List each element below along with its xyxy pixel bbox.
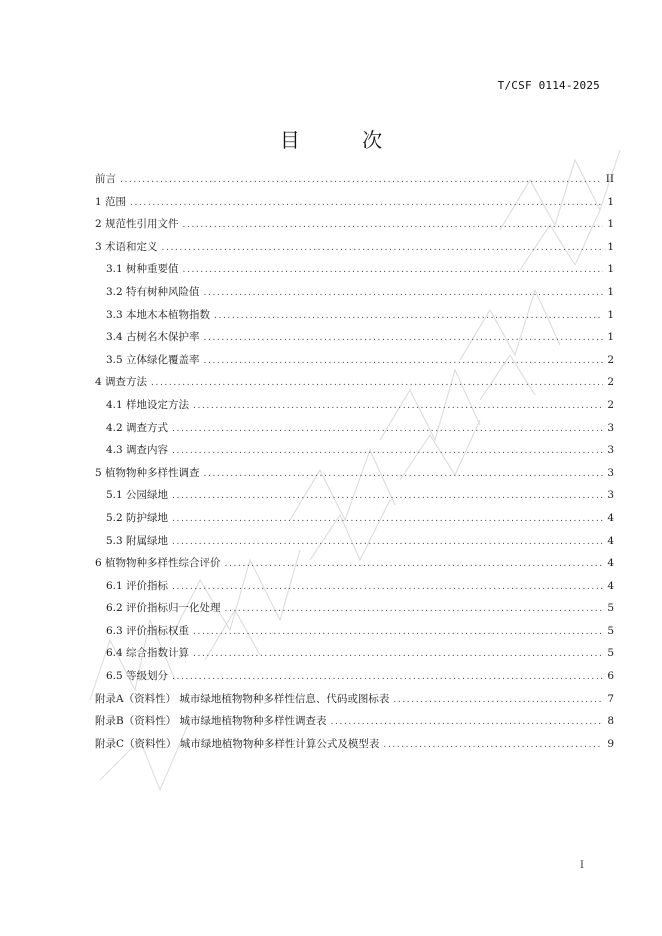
toc-entry-page: 7 [607,692,614,705]
toc-entry-label: 5.2 防护绿地 [106,511,169,524]
toc-entry[interactable] [95,688,614,711]
toc-entry-label: 3.3 本地木本植物指数 [106,308,211,321]
toc-entry-label: 2 规范性引用文件 [95,218,179,231]
toc-leader-dots [383,734,603,757]
toc-entry[interactable] [95,349,614,372]
toc-leader-dots [193,621,603,644]
toc-leader-dots [172,485,603,508]
toc-leader-dots [172,666,603,689]
toc-entry-page: 1 [607,331,614,344]
toc-entry-page: 3 [607,489,614,502]
toc-entry-label: 6.1 评价指标 [106,579,169,592]
toc-entry-label: 6.4 综合指数计算 [106,647,190,660]
toc-entry[interactable] [95,665,614,688]
document-code: T/CSF 0114-2025 [497,79,600,92]
toc-entry[interactable] [95,597,614,620]
toc-leader-dots [331,711,604,734]
toc-entry[interactable] [95,371,614,394]
toc-entry-page: 3 [607,444,614,457]
toc-list [95,168,614,755]
toc-leader-dots [172,418,603,441]
toc-leader-dots [172,576,603,599]
toc-entry-label: 6 植物物种多样性综合评价 [95,557,221,570]
toc-entry-page: 9 [607,737,614,750]
toc-entry[interactable] [95,191,614,214]
toc-entry-label: 3.4 古树名木保护率 [106,331,200,344]
toc-leader-dots [151,372,603,395]
toc-entry[interactable] [95,394,614,417]
toc-entry-label: 4 调查方法 [95,376,148,389]
toc-entry-label: 6.3 评价指标权重 [106,624,190,637]
toc-entry-label: 1 范围 [95,195,127,208]
toc-leader-dots [204,463,604,486]
toc-title: 目 次 [279,128,411,152]
toc-entry-page: 5 [607,602,614,615]
toc-entry[interactable] [95,710,614,733]
toc-entry[interactable] [95,642,614,665]
toc-entry-label: 附录B（资料性） 城市绿地植物物种多样性调查表 [95,715,327,728]
toc-entry-label: 5 植物物种多样性调查 [95,466,200,479]
toc-leader-dots [162,237,604,260]
toc-entry-label: 6.5 等级划分 [106,670,169,683]
toc-entry-label: 附录A（资料性） 城市绿地植物物种多样性信息、代码或图标表 [95,692,390,705]
toc-entry-page: 2 [607,353,614,366]
toc-entry[interactable] [95,304,614,327]
toc-leader-dots [193,395,603,418]
toc-entry-page: 2 [607,398,614,411]
toc-entry-page: 1 [607,308,614,321]
toc-entry[interactable] [95,733,614,756]
toc-entry-label: 4.2 调查方式 [106,421,169,434]
toc-leader-dots [172,440,603,463]
toc-entry[interactable] [95,507,614,530]
toc-entry-page: 4 [607,511,614,524]
toc-entry[interactable] [95,552,614,575]
toc-leader-dots [204,327,604,350]
toc-leader-dots [172,531,603,554]
toc-entry[interactable] [95,439,614,462]
toc-entry-page: II [605,173,614,185]
toc-entry-label: 4.3 调查内容 [106,444,169,457]
toc-leader-dots [204,282,604,305]
toc-entry-page: 5 [607,647,614,660]
toc-entry-label: 4.1 样地设定方法 [106,398,190,411]
toc-entry[interactable] [95,620,614,643]
toc-entry-page: 4 [607,534,614,547]
toc-entry[interactable] [95,258,614,281]
toc-entry-page: 5 [607,624,614,637]
toc-entry-page: 3 [607,421,614,434]
toc-entry-label: 3 术语和定义 [95,240,158,253]
toc-leader-dots [225,553,604,576]
toc-entry-label: 5.1 公园绿地 [106,489,169,502]
toc-leader-dots [193,643,603,666]
toc-entry-page: 1 [607,285,614,298]
toc-entry-page: 6 [607,670,614,683]
toc-leader-dots [172,508,603,531]
toc-entry-page: 1 [607,218,614,231]
toc-leader-dots [204,350,604,373]
toc-entry-page: 8 [607,715,614,728]
page-number: I [580,860,584,871]
toc-leader-dots [120,169,602,192]
toc-entry-page: 1 [607,263,614,276]
toc-entry-label: 前言 [95,173,116,185]
toc-entry-page: 3 [607,466,614,479]
toc-entry-label: 6.2 评价指标归一化处理 [106,602,221,615]
toc-entry-label: 3.5 立体绿化覆盖率 [106,353,200,366]
toc-entry[interactable] [95,213,614,236]
toc-entry-label: 附录C（资料性） 城市绿地植物物种多样性计算公式及模型表 [95,737,380,750]
toc-entry[interactable] [95,236,614,259]
toc-entry[interactable] [95,326,614,349]
toc-leader-dots [225,598,604,621]
toc-entry-label: 3.1 树种重要值 [106,263,179,276]
toc-leader-dots [183,259,604,282]
toc-entry[interactable] [95,462,614,485]
toc-entry[interactable] [95,281,614,304]
toc-entry[interactable] [95,484,614,507]
toc-entry-label: 5.3 附属绿地 [106,534,169,547]
toc-entry[interactable] [95,575,614,598]
toc-entry[interactable] [95,530,614,553]
toc-entry[interactable] [95,417,614,440]
toc-entry-page: 4 [607,579,614,592]
toc-entry[interactable] [95,168,614,191]
toc-entry-page: 1 [607,195,614,208]
toc-leader-dots [393,689,603,712]
toc-leader-dots [214,305,603,328]
toc-leader-dots [183,214,604,237]
toc-entry-page: 2 [607,376,614,389]
toc-leader-dots [130,192,603,215]
toc-entry-page: 1 [607,240,614,253]
toc-entry-page: 4 [607,557,614,570]
toc-entry-label: 3.2 特有树种风险值 [106,285,200,298]
